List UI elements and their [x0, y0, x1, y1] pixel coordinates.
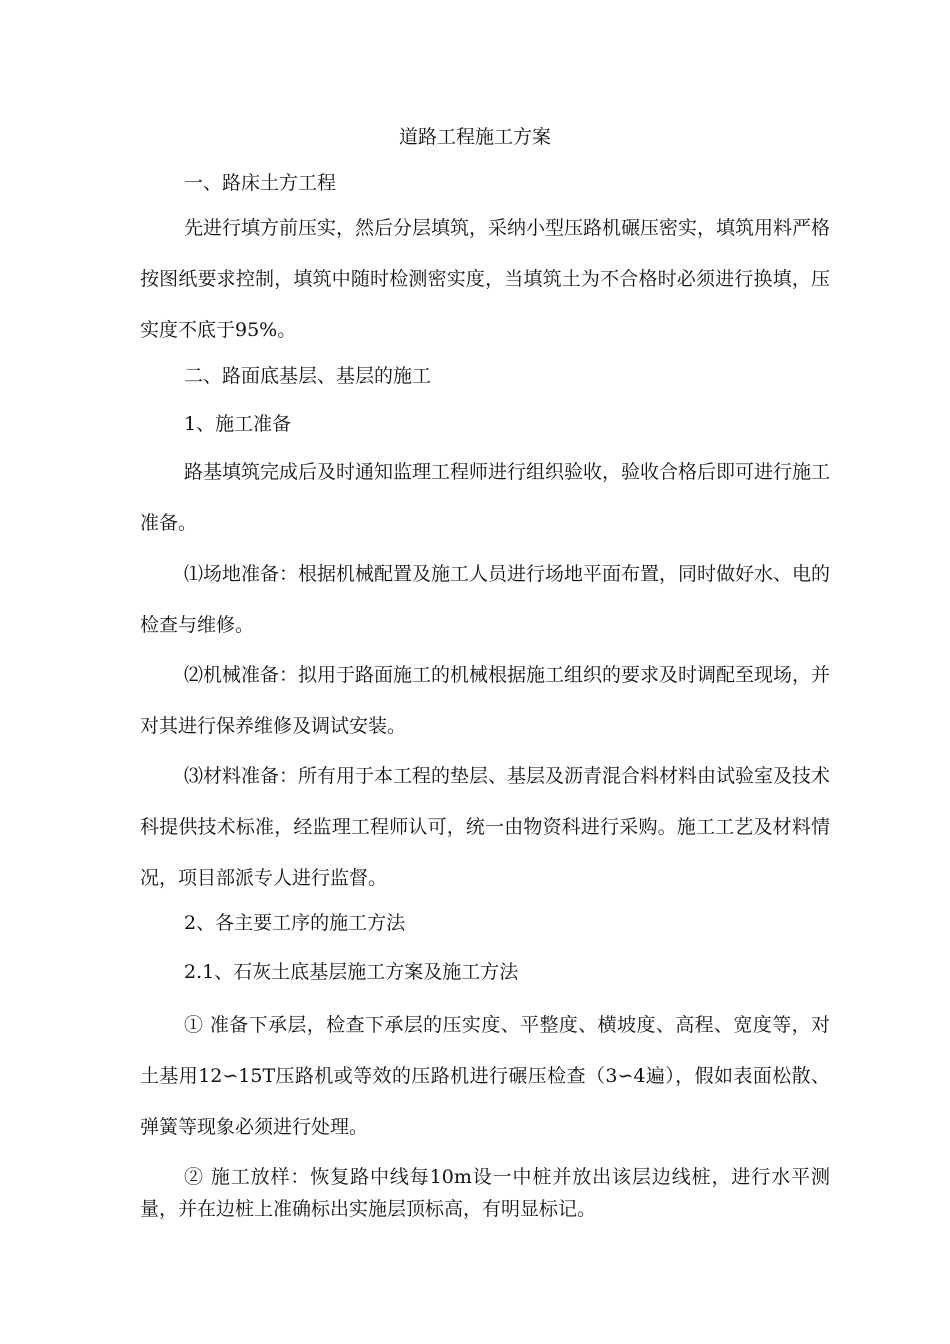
document-title: 道路工程施工方案	[398, 126, 551, 148]
paragraph-6: ① 准备下承层，检查下承层的压实度、平整度、横坡度、高程、宽度等，对土基用12∽15T压路机或等效的压路机进行碾压检查（3∽4遍），假如表面松散、弹簧等现象必须进行处理。	[140, 1014, 830, 1138]
paragraph-3: ⑴场地准备：根据机械配置及施工人员进行场地平面布置，同时做好水、电的检查与维修。	[140, 563, 831, 636]
subsection-heading-2: 2、各主要工序的施工方法	[184, 912, 406, 934]
section-heading-2: 二、路面底基层、基层的施工	[184, 365, 432, 387]
section-heading-1: 一、路床土方工程	[184, 172, 337, 194]
paragraph-1: 先进行填方前压实，然后分层填筑，采纳小型压路机碾压密实，填筑用料严格按图纸要求控制，填筑中随时检测密实度，当填筑土为不合格时必须进行换填，压实度不底于95%。	[140, 217, 831, 341]
paragraph-4: ⑵机械准备：拟用于路面施工的机械根据施工组织的要求及时调配至现场，并对其进行保养维修及调试安装。	[140, 664, 831, 737]
subsection-heading-1: 1、施工准备	[184, 413, 292, 435]
paragraph-5: ⑶材料准备：所有用于本工程的垫层、基层及沥青混合料材料由试验室及技术科提供技术标准，经监理工程师认可，统一由物资科进行采购。施工工艺及材料情况，项目部派专人进行监督。	[140, 765, 831, 889]
subsection-heading-3: 2.1、石灰土底基层施工方案及施工方法	[184, 961, 519, 983]
paragraph-2: 路基填筑完成后及时通知监理工程师进行组织验收，验收合格后即可进行施工准备。	[140, 461, 831, 534]
paragraph-7: ② 施工放样：恢复路中线每10m设一中桩并放出该层边线桩，进行水平测量，并在边桩上准确标出实施层顶标高，有明显标记。	[140, 1166, 830, 1220]
